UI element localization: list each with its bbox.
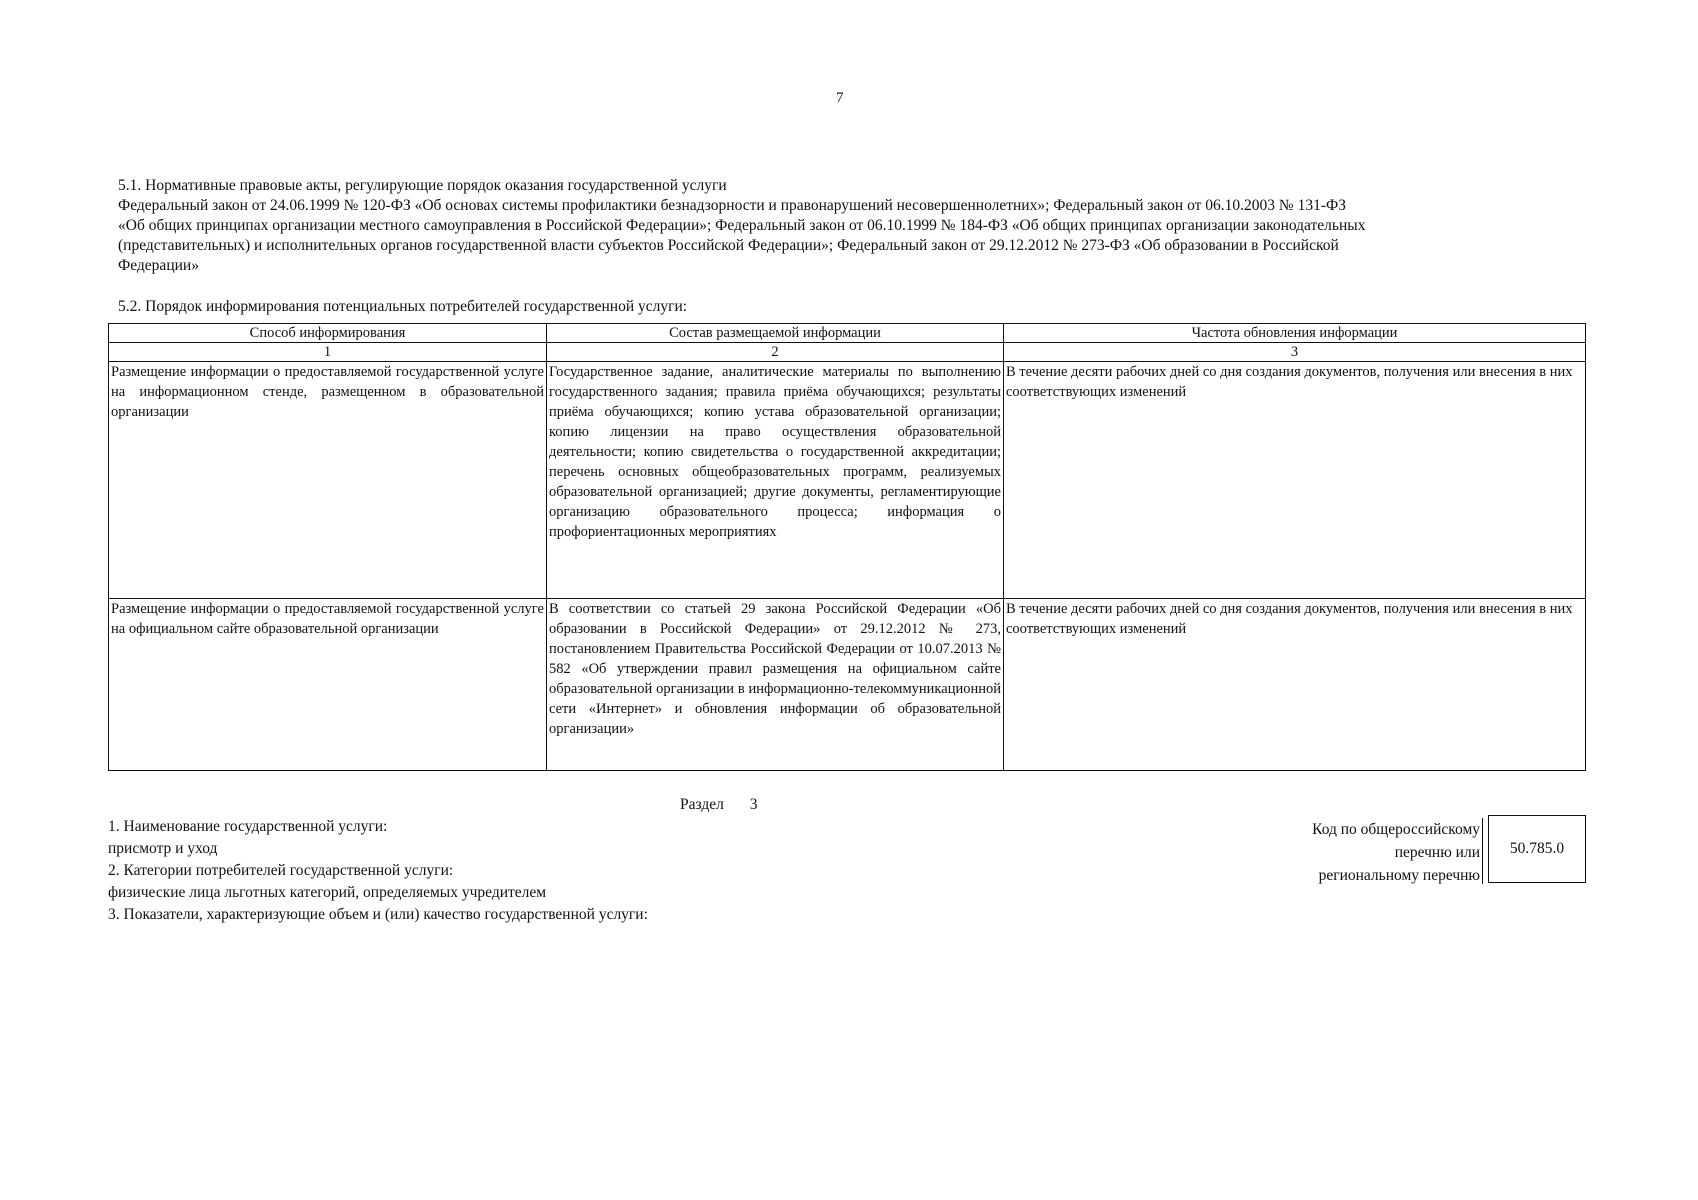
column-number: 1 bbox=[109, 343, 547, 362]
law-text-line: (представительных) и исполнительных органов государственной власти субъектов Российской Федерации»; Федеральный закон от 29.12.2012 № 273-ФЗ «Об образовании в Российской bbox=[118, 237, 1339, 254]
service-name-label: 1. Наименование государственной услуги: bbox=[108, 818, 388, 835]
code-value: 50.785.0 bbox=[1509, 840, 1565, 857]
header-content: Состав размещаемой информации bbox=[547, 324, 1004, 343]
law-text-line: Федерации» bbox=[118, 257, 199, 274]
code-label-divider bbox=[1482, 818, 1483, 884]
cell-frequency: В течение десяти рабочих дней со дня создания документов, получения или внесения в них соответствующих изменений bbox=[1004, 599, 1586, 771]
indicators-label: 3. Показатели, характеризующие объем и (или) качество государственной услуги: bbox=[108, 906, 648, 923]
section-heading-word: Раздел bbox=[680, 796, 724, 813]
information-table bbox=[108, 323, 1586, 771]
code-value-box bbox=[1488, 815, 1586, 883]
cell-content: Государственное задание, аналитические материалы по выполнению государственного задания; правила приёма обучающихся; результаты приёма обучающихся; копию устава образовательной организации; копию лицензии на право осуществления образовательной деятельности; копию свидетельства о государственной аккредитации; перечень основных общеобразовательных программ, реализуемых образовательной организацией; другие документы, регламентирующие организацию образовательного процесса; информация о профориентационных мероприятиях bbox=[547, 362, 1004, 599]
code-label bbox=[1240, 818, 1480, 887]
code-label-line: Код по общероссийскому bbox=[1312, 821, 1480, 838]
law-text-line: Федеральный закон от 24.06.1999 № 120-ФЗ «Об основах системы профилактики безнадзорности и правонарушений несовершеннолетних»; Федеральный закон от 06.10.2003 № 131-ФЗ bbox=[118, 197, 1346, 214]
header-method: Способ информирования bbox=[109, 324, 547, 343]
section-heading bbox=[680, 796, 757, 814]
section-5-1-title: 5.1. Нормативные правовые акты, регулирующие порядок оказания государственной услуги bbox=[118, 177, 727, 194]
law-text-line: «Об общих принципах организации местного самоуправления в Российской Федерации»; Федеральный закон от 06.10.1999 № 184-ФЗ «Об общих принципах организации законодательных bbox=[118, 217, 1366, 234]
section-3-body bbox=[108, 816, 648, 926]
table-row bbox=[109, 599, 1586, 771]
page-number: 7 bbox=[836, 90, 844, 106]
cell-method: Размещение информации о предоставляемой государственной услуге на информационном стенде, размещенном в образовательной организации bbox=[109, 362, 547, 599]
cell-frequency: В течение десяти рабочих дней со дня создания документов, получения или внесения в них соответствующих изменений bbox=[1004, 362, 1586, 599]
code-label-line: перечню или bbox=[1394, 844, 1480, 861]
header-frequency: Частота обновления информации bbox=[1004, 324, 1586, 343]
section-heading-number: 3 bbox=[749, 796, 758, 813]
table-row bbox=[109, 362, 1586, 599]
consumer-category-value: физические лица льготных категорий, определяемых учредителем bbox=[108, 884, 547, 901]
column-number: 3 bbox=[1004, 343, 1586, 362]
consumer-category-label: 2. Категории потребителей государственной услуги: bbox=[108, 862, 454, 879]
section-5-1 bbox=[118, 176, 1568, 276]
code-label-line: региональному перечню bbox=[1318, 867, 1480, 884]
service-name-value: присмотр и уход bbox=[108, 840, 218, 857]
table-header-row bbox=[109, 324, 1586, 343]
column-number-row bbox=[109, 343, 1586, 362]
column-number: 2 bbox=[547, 343, 1004, 362]
section-5-2-title: 5.2. Порядок информирования потенциальных потребителей государственной услуги: bbox=[118, 298, 688, 315]
cell-content: В соответствии со статьей 29 закона Российской Федерации «Об образовании в Российской Федерации» от 29.12.2012 № 273, постановлением Правительства Российской Федерации от 10.07.2013 № 582 «Об утверждении правил размещения на официальном сайте образовательной организации в информационно-телекоммуникационной сети «Интернет» и обновления информации об образовательной организации» bbox=[547, 599, 1004, 771]
cell-method: Размещение информации о предоставляемой государственной услуге на официальном сайте образовательной организации bbox=[109, 599, 547, 771]
